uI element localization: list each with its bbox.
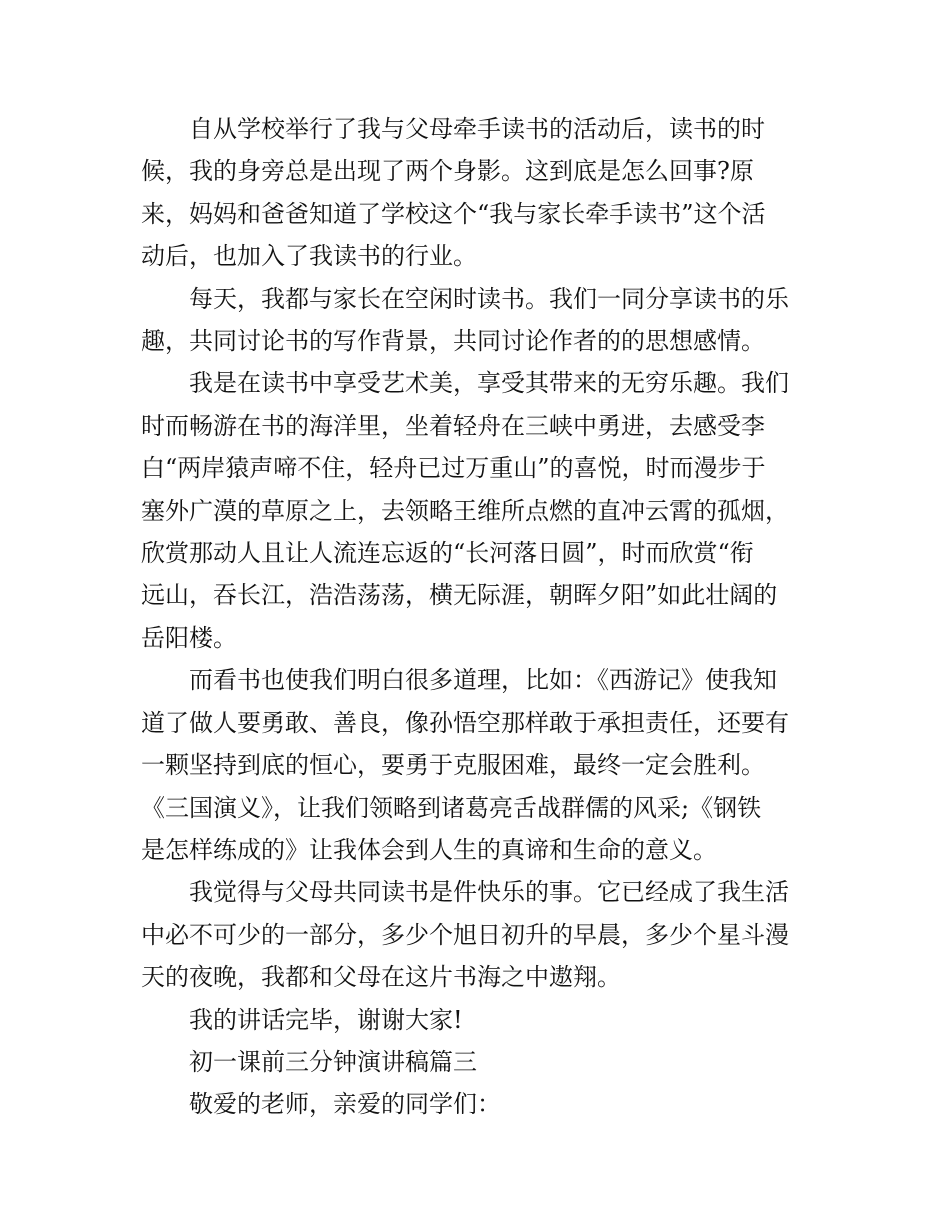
text-line: 来，妈妈和爸爸知道了学校这个“我与家长牵手读书”这个活: [141, 199, 766, 228]
closing-remark: [141, 999, 813, 1041]
text-line: 候，我的身旁总是出现了两个身影。这到底是怎么回事?原: [141, 157, 754, 186]
document-body: [141, 108, 813, 1126]
text-line: 道了做人要勇敢、善良，像孙悟空那样敢于承担责任，还要有: [141, 708, 789, 737]
text-line: 我是在读书中享受艺术美，享受其带来的无穷乐趣。我们: [189, 369, 789, 398]
section-heading: [141, 1041, 813, 1083]
paragraph-2: [141, 278, 813, 363]
text-line: 敬爱的老师，亲爱的同学们：: [189, 1090, 501, 1119]
text-line: 《三国演义》，让我们领略到诸葛亮舌战群儒的风采;《钢铁: [141, 793, 762, 822]
paragraph-3: [141, 362, 813, 659]
text-line: 是怎样练成的》让我体会到人生的真谛和生命的意义。: [141, 835, 717, 864]
paragraph-1: [141, 108, 813, 278]
text-line: 远山，吞长江，浩浩荡荡，横无际涯，朝晖夕阳”如此壮阔的: [141, 581, 778, 610]
text-line: 自从学校举行了我与父母牵手读书的活动后，读书的时: [189, 115, 765, 143]
text-line: 时而畅游在书的海洋里，坐着轻舟在三峡中勇进，去感受李: [141, 411, 765, 440]
text-line: 白“两岸猿声啼不住，轻舟已过万重山”的喜悦，时而漫步于: [141, 454, 766, 483]
salutation: [141, 1083, 813, 1125]
paragraph-5: [141, 871, 813, 998]
text-line: 我的讲话完毕，谢谢大家!: [189, 1005, 463, 1034]
text-line: 而看书也使我们明白很多道理，比如：《西游记》使我知: [189, 666, 777, 695]
text-line: 动后，也加入了我读书的行业。: [141, 242, 477, 271]
text-line: 我觉得与父母共同读书是件快乐的事。它已经成了我生活: [189, 878, 789, 907]
text-line: 趣，共同讨论书的写作背景，共同讨论作者的的思想感情。: [141, 327, 765, 356]
text-line: 欣赏那动人且让人流连忘返的“长河落日圆”，时而欣赏“衔: [141, 539, 754, 568]
text-line: 初一课前三分钟演讲稿篇三: [189, 1047, 477, 1076]
text-line: 天的夜晚，我都和父母在这片书海之中遨翔。: [141, 963, 621, 992]
text-line: 塞外广漠的草原之上，去领略王维所点燃的直冲云霄的孤烟，: [141, 496, 789, 525]
text-line: 岳阳楼。: [141, 623, 237, 652]
text-line: 一颗坚持到底的恒心，要勇于克服困难，最终一定会胜利。: [141, 751, 765, 780]
text-line: 每天，我都与家长在空闲时读书。我们一同分享读书的乐: [189, 284, 789, 313]
paragraph-4: [141, 659, 813, 871]
text-line: 中必不可少的一部分，多少个旭日初升的早晨，多少个星斗漫: [141, 920, 789, 949]
